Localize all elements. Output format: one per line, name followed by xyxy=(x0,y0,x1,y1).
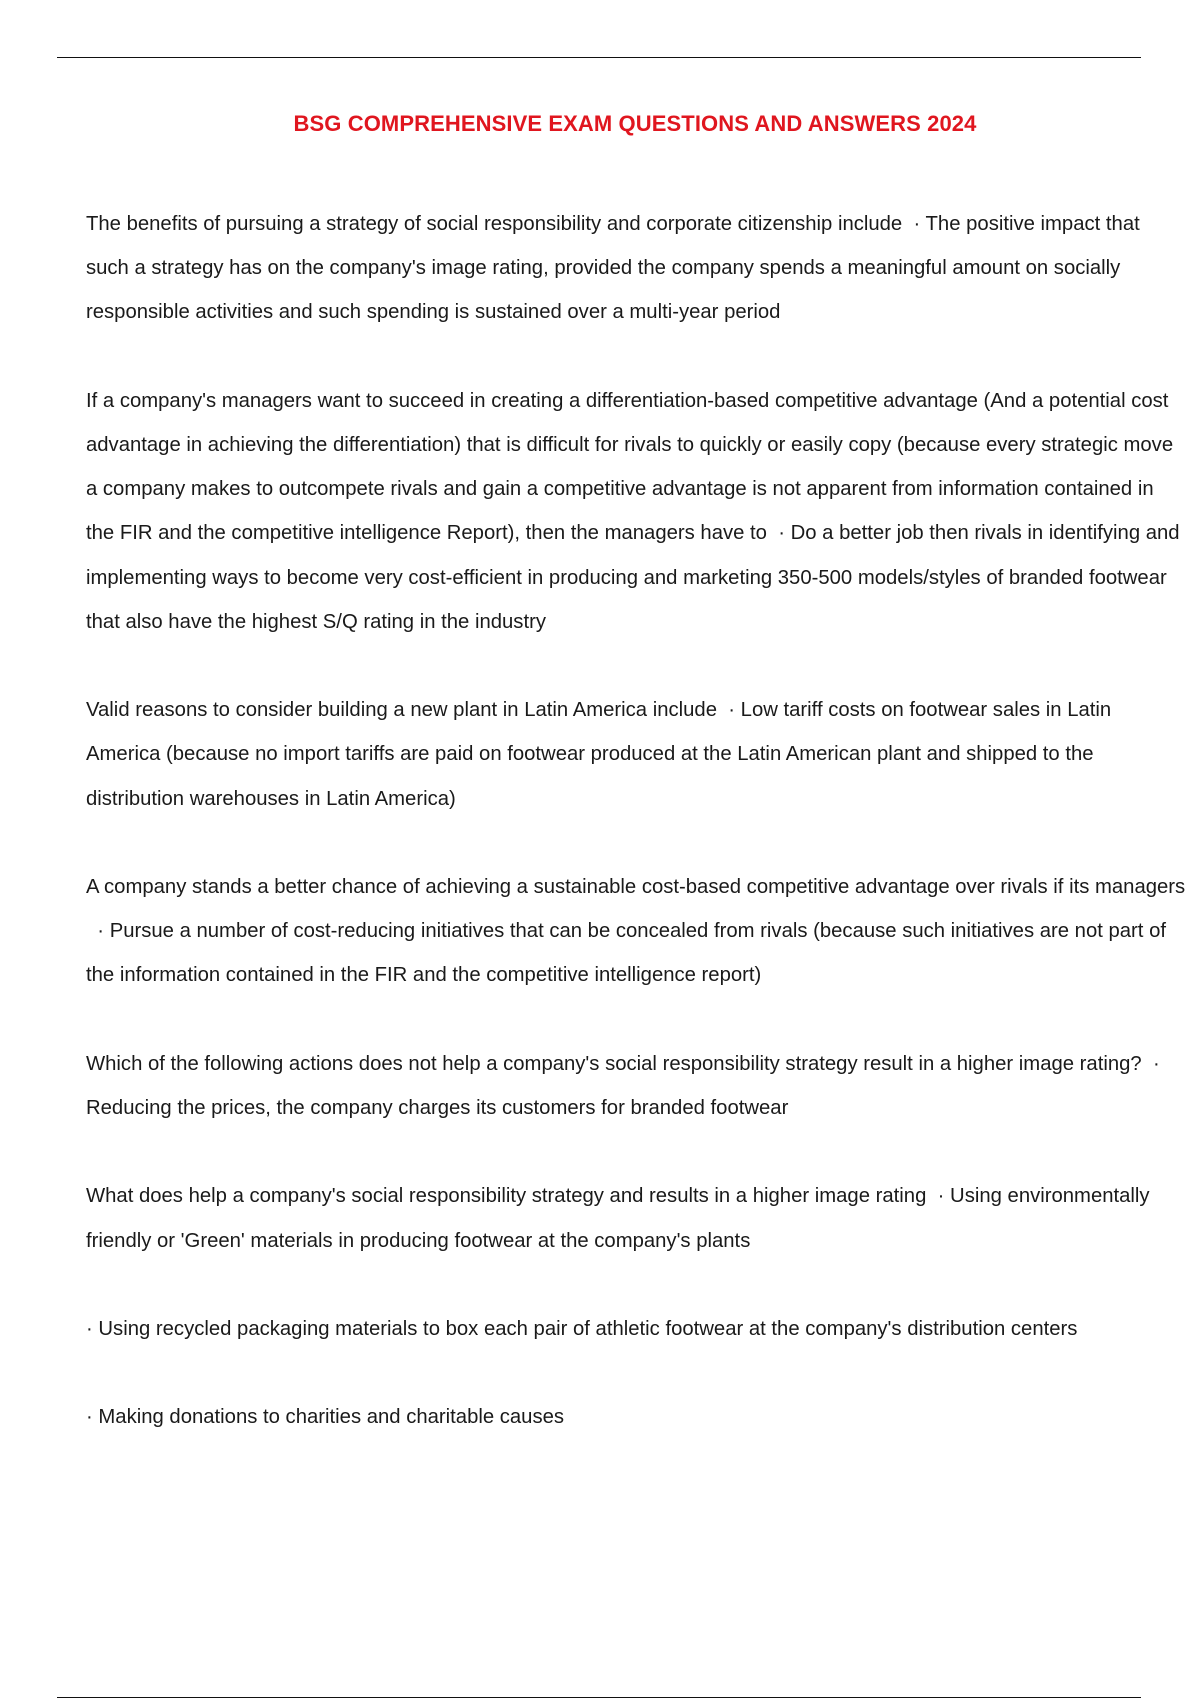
bullet-glyph: · xyxy=(937,1185,945,1208)
bullet-text: Making donations to charities and charitable causes xyxy=(98,1406,565,1429)
bullet-glyph: · xyxy=(86,1406,93,1429)
answer-text: Low tariff costs on footwear sales in Latin America (because no import tariffs are paid on footwear produced at the Latin American plant and shipped to the distribution warehouses in Latin America) xyxy=(86,699,1112,810)
bullet-glyph: · xyxy=(1152,1052,1160,1075)
bullet-glyph: · xyxy=(778,522,785,545)
bullet-glyph: · xyxy=(86,1317,93,1340)
bullet-text: Using recycled packaging materials to box each pair of athletic footwear at the company's distribution centers xyxy=(98,1317,1078,1340)
top-rule xyxy=(57,57,1141,58)
bullet-glyph: · xyxy=(97,920,105,943)
answer-text: Pursue a number of cost-reducing initiatives that can be concealed from rivals (because such initiatives are not part of the information contained in the FIR and the competitive intelligence report) xyxy=(86,920,1166,987)
bullet-item xyxy=(86,1307,1186,1351)
qa-item xyxy=(86,1042,1186,1130)
bottom-rule xyxy=(57,1697,1141,1698)
question-text: The benefits of pursuing a strategy of social responsibility and corporate citizenship include xyxy=(86,213,903,235)
question-text: A company stands a better chance of achieving a sustainable cost-based competitive advantage over rivals if its managers xyxy=(86,876,1186,898)
qa-item xyxy=(86,1174,1186,1262)
document-body xyxy=(86,202,1186,1440)
answer-text: Using environmentally friendly or 'Green' materials in producing footwear at the company's plants xyxy=(86,1185,1150,1252)
qa-item xyxy=(86,379,1186,644)
answer-text: Reducing the prices, the company charges its customers for branded footwear xyxy=(86,1097,789,1119)
page-title: BSG COMPREHENSIVE EXAM QUESTIONS AND ANSWERS 2024 xyxy=(293,111,977,136)
answer-text: The positive impact that such a strategy has on the company's image rating, provided the company spends a meaningful amount on socially responsible activities and such spending is sustained over a multi-year period xyxy=(86,213,1140,324)
question-text: Valid reasons to consider building a new plant in Latin America include xyxy=(86,699,717,722)
qa-item xyxy=(86,865,1186,998)
bullet-glyph: · xyxy=(728,699,736,722)
question-text: Which of the following actions does not help a company's social responsibility strategy result in a higher image rating? xyxy=(86,1052,1142,1075)
qa-item xyxy=(86,202,1186,335)
bullet-item xyxy=(86,1395,1186,1439)
qa-item xyxy=(86,688,1186,821)
answer-text: Do a better job then rivals in identifying and implementing ways to become very cost-efficient in producing and marketing 350-500 models/styles of branded footwear that also have the highest S/Q rating in the industry xyxy=(86,522,1180,633)
question-text: If a company's managers want to succeed in creating a differentiation-based competitive advantage (And a potential cost advantage in achieving the differentiation) that is difficult for rivals to quickly or easily copy (because every strategic move a company makes to outcompete rivals and gain a competitive advantage is not apparent from information contained in the FIR and the competitive intelligence Report), then the managers have to xyxy=(86,389,1174,545)
bullet-glyph: · xyxy=(913,213,921,235)
question-text: What does help a company's social responsibility strategy and results in a higher image rating xyxy=(86,1185,927,1208)
